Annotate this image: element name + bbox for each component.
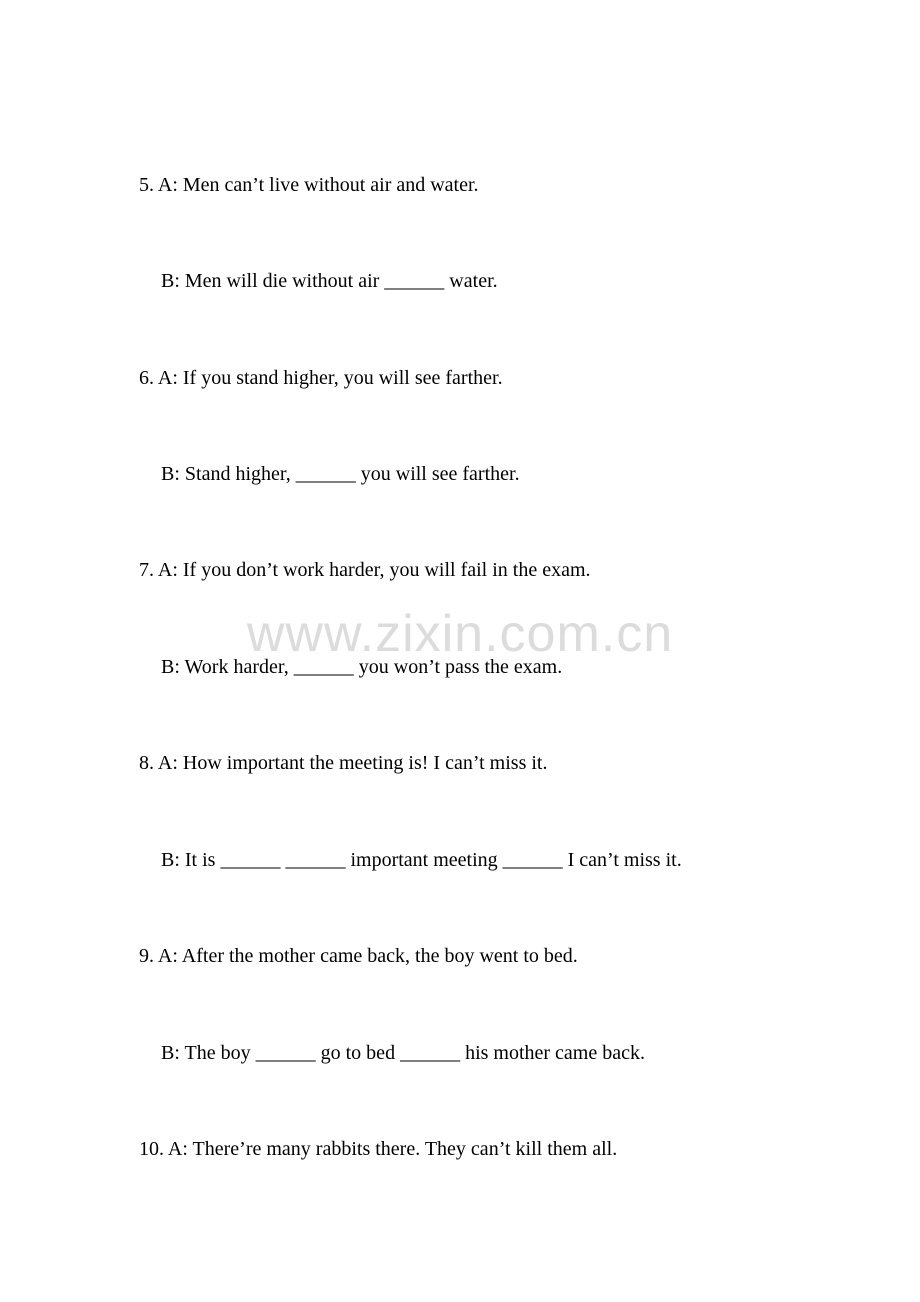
question-9-line-b: B: The boy ______ go to bed ______ his mother came back. <box>161 1042 645 1064</box>
question-7-line-b: B: Work harder, ______ you won’t pass the exam. <box>161 656 563 678</box>
question-8-line-b: B: It is ______ ______ important meeting ______ I can’t miss it. <box>161 849 682 871</box>
question-6-line-a: 6. A: If you stand higher, you will see farther. <box>139 367 503 389</box>
question-5-line-a: 5. A: Men can’t live without air and water. <box>139 174 479 196</box>
question-7-line-a: 7. A: If you don’t work harder, you will fail in the exam. <box>139 559 591 581</box>
watermark: www.zixin.com.cn <box>246 605 674 663</box>
question-9-line-a: 9. A: After the mother came back, the boy went to bed. <box>139 945 578 967</box>
question-8-line-a: 8. A: How important the meeting is! I can’t miss it. <box>139 752 548 774</box>
question-6-line-b: B: Stand higher, ______ you will see farther. <box>161 463 520 485</box>
question-10-line-a: 10. A: There’re many rabbits there. They can’t kill them all. <box>139 1138 618 1160</box>
question-5-line-b: B: Men will die without air ______ water. <box>161 270 498 292</box>
